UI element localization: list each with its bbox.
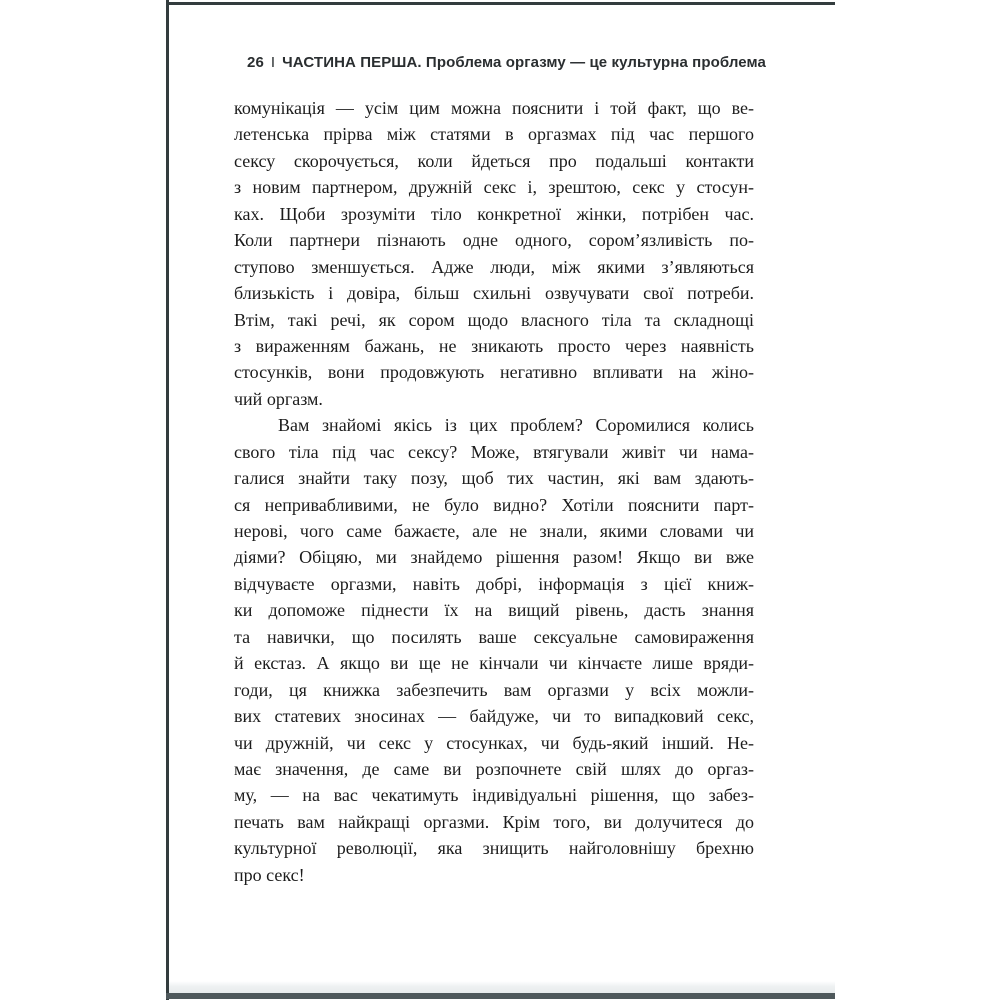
text-line: відчуваєте оргазми, навіть добрі, інформація з цієї книж- — [234, 573, 754, 594]
text-line: має значення, де саме ви розпочнете свій шлях до оргаз- — [234, 758, 754, 779]
text-line: Коли партнери пізнають одне одного, сором’язливість по- — [234, 230, 754, 251]
text-line: про секс! — [234, 864, 305, 885]
text-line: вих статевих зносинах — байдуже, чи то випадковий секс, — [234, 706, 754, 727]
text-line: й екстаз. А якщо ви ще не кінчали чи кінчаєте лише вряди- — [234, 653, 754, 674]
chapter-title: ЧАСТИНА ПЕРША. Проблема оргазму — це культурна проблема — [282, 54, 766, 71]
header-separator: І — [270, 54, 276, 71]
text-line: ступово зменшується. Адже люди, між якими з’являються — [234, 256, 754, 277]
page-top-edge — [166, 2, 835, 5]
text-line: летенська прірва між статями в оргазмах під час першого — [234, 124, 754, 145]
text-line: му, — на вас чекатимуть індивідуальні рішення, що забез- — [234, 785, 754, 806]
text-line: чий оргазм. — [234, 388, 323, 409]
page-left-edge — [166, 0, 169, 1000]
text-line: та навички, що посилять ваше сексуальне самовираження — [234, 626, 754, 647]
text-line: з вираженням бажань, не зникають просто через наявність — [234, 335, 754, 356]
text-line: свого тіла під час сексу? Може, втягували живіт чи нама- — [234, 441, 754, 462]
page-bottom-shadow — [169, 981, 835, 993]
text-line: Вам знайомі якісь із цих проблем? Соромилися колись — [278, 415, 754, 436]
text-line: стосунків, вони продовжують негативно впливати на жіно- — [234, 362, 754, 383]
running-header — [247, 54, 767, 71]
text-line: комунікація — усім цим можна пояснити і той факт, що ве- — [234, 98, 754, 118]
text-line: нерові, чого саме бажаєте, але не знали, якими словами чи — [234, 521, 754, 541]
text-line: годи, ця книжка забезпечить вам оргазми у всіх можли- — [234, 679, 754, 700]
text-line: галися знайти таку позу, щоб тих частин, які вам здають- — [234, 468, 754, 489]
text-line: культурної революції, яка знищить найголовнішу брехню — [234, 838, 754, 859]
page-bottom-edge — [166, 993, 835, 999]
text-line: чи дружній, чи секс у стосунках, чи будь-який інший. Не- — [234, 732, 754, 753]
body-text — [234, 95, 754, 888]
text-line: ках. Щоби зрозуміти тіло конкретної жінки, потрібен час. — [234, 203, 754, 224]
text-line: з новим партнером, дружній секс і, зрештою, секс у стосун- — [234, 177, 754, 198]
text-line: ки допоможе піднести їх на вищий рівень, дасть знання — [234, 600, 754, 621]
text-line: ся непривабливими, не було видно? Хотіли пояснити парт- — [234, 494, 754, 515]
text-line: сексу скорочується, коли йдеться про подальші контакти — [234, 150, 754, 171]
text-line: близькість і довіра, більш схильні озвучувати свої потреби. — [234, 283, 754, 304]
text-line: діями? Обіцяю, ми знайдемо рішення разом! Якщо ви вже — [234, 547, 754, 568]
text-line: Втім, такі речі, як сором щодо власного тіла та складнощі — [234, 309, 754, 330]
page-number: 26 — [247, 54, 264, 71]
text-line: печать вам найкращі оргазми. Крім того, ви долучитеся до — [234, 811, 754, 832]
